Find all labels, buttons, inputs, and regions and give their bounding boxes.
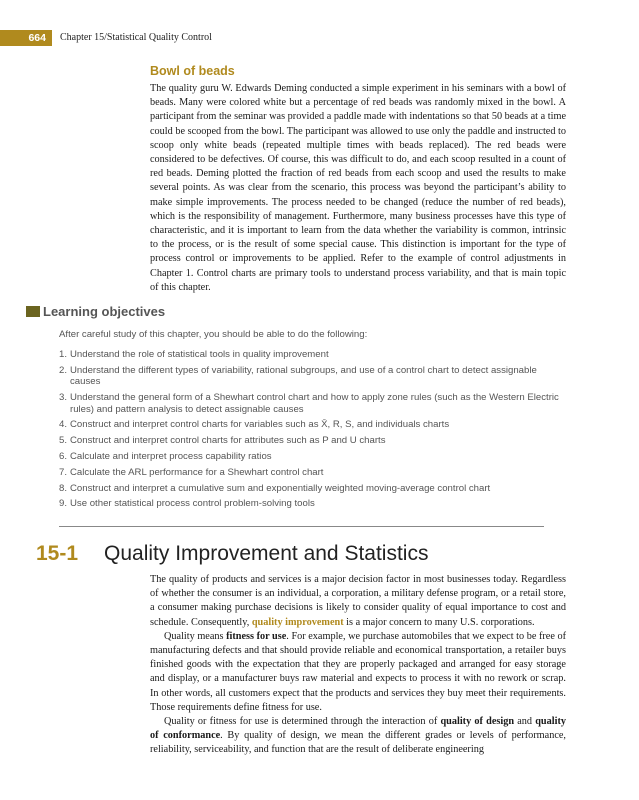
learning-objectives-title: Learning objectives xyxy=(43,304,166,319)
section-body xyxy=(150,573,566,758)
list-item: 6. Calculate and interpret process capability ratios xyxy=(59,450,272,462)
list-item: 1. Understand the role of statistical tools in quality improvement xyxy=(59,349,329,360)
page-number: 664 xyxy=(0,30,52,46)
key-term: fitness for use xyxy=(226,630,287,642)
section-title: Quality Improvement and Statistics xyxy=(104,542,429,565)
section-number: 15-1 xyxy=(36,542,79,565)
learning-objectives-list xyxy=(59,349,559,514)
paragraph: Quality means fitness for use. For example, we purchase automobiles that we expect to be free of manufacturing defects and that should provide reliable and economical transportation, a retailer buys finished goods with the expectation that they are properly packaged and arranged for easy storage and display, or a manufacturer buys raw material and expects to process it with no rework or scrap. In other words, all customers expect that the products and services they buy meet their requirements. Those requirements define fitness for use. xyxy=(150,630,566,713)
sidebar-heading: Bowl of beads xyxy=(150,64,235,78)
learning-objectives-intro: After careful study of this chapter, you should be able to do the following: xyxy=(59,329,368,340)
key-term: quality of conformance xyxy=(150,716,566,742)
list-item: 9. Use other statistical process control problem-solving tools xyxy=(59,498,315,510)
key-term: quality improvement xyxy=(251,616,344,628)
list-item: 3. Understand the general form of a Shewhart control chart and how to apply zone rules (such as the Western Electric rules) and pattern analysis to detect assignable causes xyxy=(59,392,559,415)
page-header xyxy=(0,30,639,46)
learning-objectives-heading xyxy=(26,305,165,319)
list-item: 5. Construct and interpret control charts for attributes such as P and U charts xyxy=(59,435,386,447)
list-item: 4. Construct and interpret control charts for variables such as X̄, R, S, and individuals charts xyxy=(59,419,450,431)
list-item: 2. Understand the different types of variability, rational subgroups, and use of a control chart to detect assignable causes xyxy=(59,364,537,388)
sidebar-body: The quality guru W. Edwards Deming conducted a simple experiment in his seminars with a bowl of beads. Many were colored white but a percentage of red beads was randomly mixed in the bowl. A participant from the seminar was provided a paddle made with indentations so that 50 beads at a time could be scooped from the bowl. The participant was allowed to use only the paddle and instructed to scoop only white beads (repeated multiple times with beads replaced). The red beads were considered to be defectives. Of course, this was difficult to do, and each scoop resulted in a count of red beads. Deming plotted the fraction of red beads from each scoop and used the results to make several points. As was clear from the scenario, this process was beyond the participant’s ability to make simple improvements. The process needed to be changed (reduce the number of red beads), which is the responsibility of management. Furthermore, many business processes have this type of characteristic, and it is important to learn from the data whether the variability is common, intrinsic to the process, or is the result of some special cause. This distinction is important for the type of process control or improvements to be applied. Refer to the example of control adjustments in Chapter 1. Control charts are primary tools to understand process variability, and that is main topic of this chapter. xyxy=(150,83,566,293)
list-item: 7. Calculate the ARL performance for a Shewhart control chart xyxy=(59,466,324,478)
running-head: Chapter 15/Statistical Quality Control xyxy=(60,32,212,43)
paragraph: Quality or fitness for use is determined through the interaction of quality of design and quality of conformance. By quality of design, we mean the different grades or levels of performance, reliability, serviceability, and function that are the result of deliberate engineering xyxy=(150,716,566,756)
list-item: 8. Construct and interpret a cumulative sum and exponentially weighted moving-average control chart xyxy=(59,482,491,494)
heading-square-icon xyxy=(26,306,40,317)
section-divider xyxy=(59,526,544,527)
paragraph: The quality of products and services is a major decision factor in most businesses today. Regardless of whether the consumer is an individual, a corporation, a military defense program, or a retail store, a consumer making purchase decisions is likely to consider quality of equal importance to cost and schedule. Consequently, quality improvement is a major concern to many U.S. corporations. xyxy=(150,574,566,628)
key-term: quality of design xyxy=(440,716,515,728)
